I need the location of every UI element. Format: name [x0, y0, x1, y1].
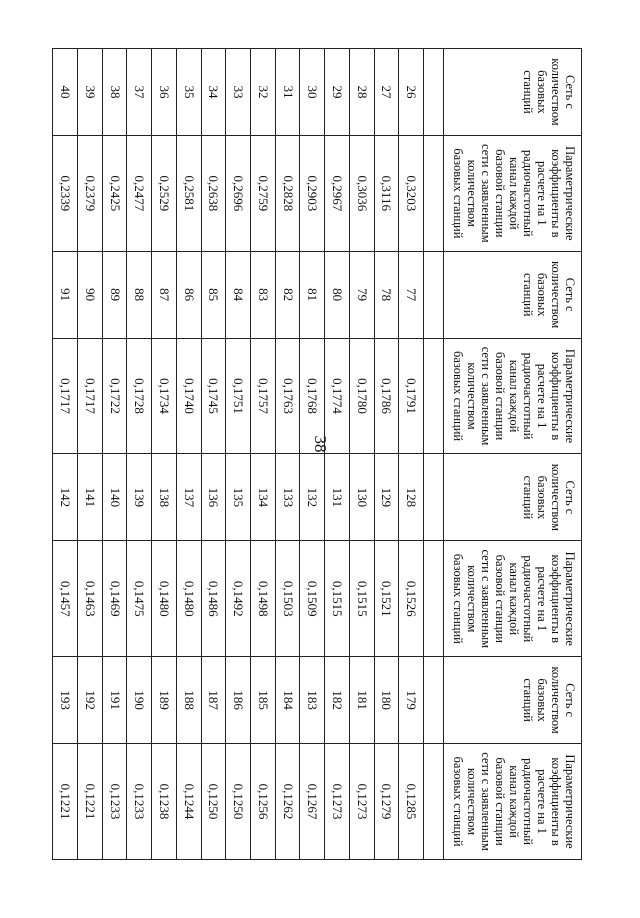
coefficient-cell: 0,2759 — [250, 135, 275, 251]
table-row — [127, 49, 152, 860]
header-count-3: Сеть с количеством базовых станций — [444, 454, 582, 541]
coefficient-cell: 0,2425 — [102, 135, 127, 251]
station-count-cell: 135 — [226, 454, 251, 541]
table-row — [152, 49, 177, 860]
coefficient-cell: 0,2379 — [77, 135, 102, 251]
rotated-table-wrapper — [52, 48, 582, 860]
coefficient-cell: 0,1457 — [53, 541, 78, 657]
coefficient-cell: 0,1728 — [127, 338, 152, 454]
coefficient-cell: 0,1774 — [325, 338, 350, 454]
table-frame — [52, 48, 582, 860]
coefficient-cell: 0,1262 — [275, 744, 300, 860]
table-row — [102, 49, 127, 860]
coefficient-cell: 0,1780 — [349, 338, 374, 454]
station-count-cell: 81 — [300, 251, 325, 338]
page-number: 38 — [311, 435, 330, 453]
coefficient-cell: 0,2828 — [275, 135, 300, 251]
station-count-cell: 27 — [374, 49, 399, 136]
table-row — [201, 49, 226, 860]
coefficient-cell: 0,1791 — [399, 338, 424, 454]
header-count-4: Сеть с количеством базовых станций — [444, 657, 582, 744]
station-count-cell: 142 — [53, 454, 78, 541]
coefficient-cell: 0,1740 — [176, 338, 201, 454]
coefficient-cell: 0,1745 — [201, 338, 226, 454]
table-row — [77, 49, 102, 860]
coefficient-cell: 0,1267 — [300, 744, 325, 860]
coefficient-cell: 0,1480 — [176, 541, 201, 657]
coefficient-cell: 0,1503 — [275, 541, 300, 657]
coefficient-cell: 0,1515 — [349, 541, 374, 657]
station-count-cell: 39 — [77, 49, 102, 136]
coefficient-cell: 0,1763 — [275, 338, 300, 454]
station-count-cell: 30 — [300, 49, 325, 136]
station-count-cell: 130 — [349, 454, 374, 541]
coefficient-cell: 0,1273 — [325, 744, 350, 860]
station-count-cell: 40 — [53, 49, 78, 136]
station-count-cell: 183 — [300, 657, 325, 744]
station-count-cell: 90 — [77, 251, 102, 338]
coefficient-cell: 0,1786 — [374, 338, 399, 454]
station-count-cell: 91 — [53, 251, 78, 338]
station-count-cell: 191 — [102, 657, 127, 744]
coefficient-cell: 0,1233 — [127, 744, 152, 860]
station-count-cell: 129 — [374, 454, 399, 541]
coefficient-cell: 0,1469 — [102, 541, 127, 657]
coefficient-cell: 0,1238 — [152, 744, 177, 860]
table-row — [349, 49, 374, 860]
coefficient-cell: 0,1250 — [201, 744, 226, 860]
station-count-cell: 137 — [176, 454, 201, 541]
coefficient-cell: 0,1768 — [300, 338, 325, 454]
station-count-cell: 84 — [226, 251, 251, 338]
coefficient-cell: 0,1717 — [77, 338, 102, 454]
coefficient-cell: 0,1486 — [201, 541, 226, 657]
coefficient-cell: 0,1221 — [77, 744, 102, 860]
station-count-cell: 79 — [349, 251, 374, 338]
station-count-cell: 180 — [374, 657, 399, 744]
station-count-cell: 83 — [250, 251, 275, 338]
station-count-cell: 182 — [325, 657, 350, 744]
station-count-cell: 38 — [102, 49, 127, 136]
table-row — [325, 49, 350, 860]
station-count-cell: 181 — [349, 657, 374, 744]
station-count-cell: 134 — [250, 454, 275, 541]
station-count-cell: 128 — [399, 454, 424, 541]
station-count-cell: 35 — [176, 49, 201, 136]
table-row — [275, 49, 300, 860]
coefficient-cell: 0,2529 — [152, 135, 177, 251]
header-count-1: Сеть с количеством базовых станций — [444, 49, 582, 136]
coefficient-cell: 0,1722 — [102, 338, 127, 454]
station-count-cell: 179 — [399, 657, 424, 744]
coefficient-cell: 0,1509 — [300, 541, 325, 657]
coefficient-cell: 0,1475 — [127, 541, 152, 657]
table-row — [226, 49, 251, 860]
station-count-cell: 189 — [152, 657, 177, 744]
coefficient-cell: 0,1233 — [102, 744, 127, 860]
coefficient-cell: 0,1515 — [325, 541, 350, 657]
station-count-cell: 86 — [176, 251, 201, 338]
coefficient-cell: 0,2967 — [325, 135, 350, 251]
header-count-2: Сеть с количеством базовых станций — [444, 251, 582, 338]
coefficient-cell: 0,1256 — [250, 744, 275, 860]
station-count-cell: 131 — [325, 454, 350, 541]
station-count-cell: 28 — [349, 49, 374, 136]
coefficient-cell: 0,1498 — [250, 541, 275, 657]
station-count-cell: 188 — [176, 657, 201, 744]
coefficient-cell: 0,1717 — [53, 338, 78, 454]
station-count-cell: 193 — [53, 657, 78, 744]
table-row — [176, 49, 201, 860]
coefficient-cell: 0,3036 — [349, 135, 374, 251]
header-coef-2: Параметрические коэффициенты в расчете на 1 радиочастотный канал каждой базовой станции сети с заявленным количеством базовых станций — [444, 338, 582, 454]
station-count-cell: 141 — [77, 454, 102, 541]
station-count-cell: 77 — [399, 251, 424, 338]
station-count-cell: 185 — [250, 657, 275, 744]
coefficient-cell: 0,1463 — [77, 541, 102, 657]
coefficient-cell: 0,1244 — [176, 744, 201, 860]
coefficient-cell: 0,2477 — [127, 135, 152, 251]
coefficient-cell: 0,2339 — [53, 135, 78, 251]
station-count-cell: 78 — [374, 251, 399, 338]
station-count-cell: 133 — [275, 454, 300, 541]
station-count-cell: 80 — [325, 251, 350, 338]
coefficient-cell: 0,3116 — [374, 135, 399, 251]
station-count-cell: 26 — [399, 49, 424, 136]
station-count-cell: 82 — [275, 251, 300, 338]
station-count-cell: 37 — [127, 49, 152, 136]
station-count-cell: 136 — [201, 454, 226, 541]
station-count-cell: 29 — [325, 49, 350, 136]
coefficient-cell: 0,1285 — [399, 744, 424, 860]
station-count-cell: 88 — [127, 251, 152, 338]
table-row — [374, 49, 399, 860]
station-count-cell: 87 — [152, 251, 177, 338]
table-header-row — [444, 49, 582, 860]
station-count-cell: 190 — [127, 657, 152, 744]
station-count-cell: 132 — [300, 454, 325, 541]
station-count-cell: 31 — [275, 49, 300, 136]
coefficient-cell: 0,1757 — [250, 338, 275, 454]
coefficient-cell: 0,1273 — [349, 744, 374, 860]
station-count-cell: 187 — [201, 657, 226, 744]
coefficient-cell: 0,2696 — [226, 135, 251, 251]
station-count-cell: 186 — [226, 657, 251, 744]
station-count-cell: 89 — [102, 251, 127, 338]
station-count-cell: 138 — [152, 454, 177, 541]
station-count-cell: 184 — [275, 657, 300, 744]
coefficient-cell: 0,1492 — [226, 541, 251, 657]
coefficient-cell: 0,2581 — [176, 135, 201, 251]
coefficient-cell: 0,1521 — [374, 541, 399, 657]
coefficient-cell: 0,2903 — [300, 135, 325, 251]
header-coef-3: Параметрические коэффициенты в расчете на 1 радиочастотный канал каждой базовой станции сети с заявленным количеством базовых станций — [444, 541, 582, 657]
station-count-cell: 139 — [127, 454, 152, 541]
table-row — [250, 49, 275, 860]
header-coef-1: Параметрические коэффициенты в расчете на 1 радиочастотный канал каждой базовой станции сети с заявленным количеством базовых станций — [444, 135, 582, 251]
coefficients-table — [52, 48, 582, 860]
table-row — [300, 49, 325, 860]
coefficient-cell: 0,1480 — [152, 541, 177, 657]
table-row — [53, 49, 78, 860]
station-count-cell: 32 — [250, 49, 275, 136]
station-count-cell: 85 — [201, 251, 226, 338]
coefficient-cell: 0,1526 — [399, 541, 424, 657]
station-count-cell: 192 — [77, 657, 102, 744]
station-count-cell: 33 — [226, 49, 251, 136]
coefficient-cell: 0,1734 — [152, 338, 177, 454]
table-row — [399, 49, 424, 860]
coefficient-cell: 0,2638 — [201, 135, 226, 251]
table-spacer-row — [424, 49, 444, 860]
header-coef-4: Параметрические коэффициенты в расчете на 1 радиочастотный канал каждой базовой станции сети с заявленным количеством базовых станций — [444, 744, 582, 860]
station-count-cell: 140 — [102, 454, 127, 541]
station-count-cell: 36 — [152, 49, 177, 136]
coefficient-cell: 0,1250 — [226, 744, 251, 860]
coefficient-cell: 0,3203 — [399, 135, 424, 251]
coefficient-cell: 0,1751 — [226, 338, 251, 454]
station-count-cell: 34 — [201, 49, 226, 136]
coefficient-cell: 0,1221 — [53, 744, 78, 860]
coefficient-cell: 0,1279 — [374, 744, 399, 860]
